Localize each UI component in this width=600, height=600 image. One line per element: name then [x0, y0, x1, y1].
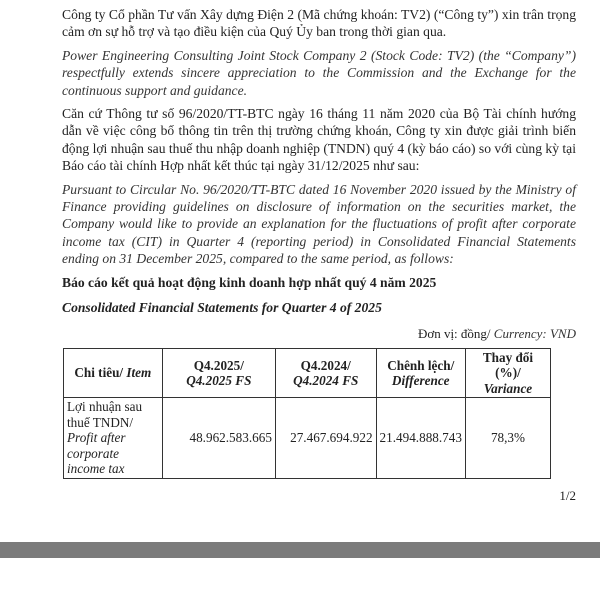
heading-vi: Báo cáo kết quả hoạt động kinh doanh hợp nhất quý 4 năm 2025 — [62, 274, 437, 290]
page-number: 1/2 — [559, 487, 576, 503]
intro-en: Power Engineering Consulting Joint Stock Company 2 (Stock Code: TV2) (the “Company”) respectfully extends sincere appreciation to the Commission and the Exchange for the continuous support and guidance. — [62, 47, 576, 98]
header-variance: Thay đổi (%)/ Variance — [465, 348, 550, 398]
intro-vi: Công ty Cổ phần Tư vấn Xây dựng Điện 2 (Mã chứng khoán: TV2) (“Công ty”) xin trân trọng cảm ơn sự hỗ trợ và tạo điều kiện của Quý Ủy ban trong thời gian qua. — [62, 7, 576, 40]
cell-q4-2024: 27.467.694.922 — [275, 398, 376, 479]
header-q4-2025: Q4.2025/ Q4.2025 FS — [162, 348, 275, 398]
basis-vi: Căn cứ Thông tư số 96/2020/TT-BTC ngày 16 tháng 11 năm 2020 của Bộ Tài chính hướng dẫn về việc công bố thông tin trên thị trường chứng khoán, Công ty xin được giải trình biến động lợi nhuận sau thuế thu nhập doanh nghiệp (TNDN) quý 4 (kỳ báo cáo) so với cùng kỳ tại Báo cáo tài chính Hợp nhất kết thúc tại ngày 31/12/2025 như sau: — [62, 106, 576, 174]
cell-difference: 21.494.888.743 — [376, 398, 465, 479]
cell-item: Lợi nhuận sau thuế TNDN/ Profit after corporate income tax — [64, 398, 163, 479]
heading-en: Consolidated Financial Statements for Quarter 4 of 2025 — [62, 300, 382, 316]
currency-note — [62, 325, 576, 342]
table-header-row — [64, 348, 551, 398]
profit-table — [63, 348, 551, 479]
cell-variance: 78,3% — [465, 398, 550, 479]
cell-q4-2025: 48.962.583.665 — [162, 398, 275, 479]
header-item: Chi tiêu/ Item — [64, 348, 163, 398]
currency-en: Currency: VND — [493, 325, 576, 341]
table-row — [64, 398, 551, 479]
currency-vi: Đơn vị: đồng/ — [417, 325, 494, 341]
basis-en: Pursuant to Circular No. 96/2020/TT-BTC dated 16 November 2020 issued by the Ministry of Finance providing guidelines on disclosure of information on the securities market, the Company would like to provide an explanation for the fluctuations of profit after corporate income tax (CIT) in Quarter 4 (reporting period) in Consolidated Financial Statements ending on 31 December 2025, compared to the same period, as follows: — [62, 181, 576, 267]
header-difference: Chênh lệch/ Difference — [376, 348, 465, 398]
page-separator — [0, 542, 600, 558]
header-q4-2024: Q4.2024/ Q4.2024 FS — [275, 348, 376, 398]
